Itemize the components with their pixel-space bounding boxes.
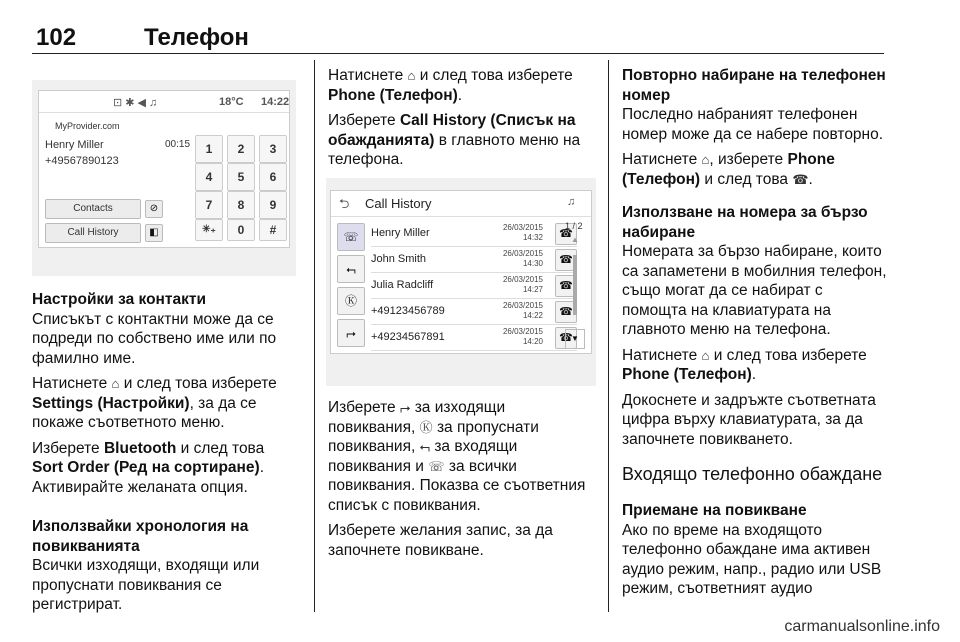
home-icon: ⌂ <box>111 376 120 391</box>
key-5[interactable]: 5 <box>227 163 255 191</box>
column-divider <box>608 60 609 612</box>
contact-number: +49567890123 <box>45 155 119 167</box>
page-number: 102 <box>36 24 77 51</box>
call-icon[interactable]: ☎ <box>555 301 577 323</box>
call-history-screen <box>330 190 592 354</box>
paragraph: Натиснете ⌂ и след това изберете Phone (Телефон). <box>328 67 573 104</box>
key-6[interactable]: 6 <box>259 163 287 191</box>
paragraph: Последно набраният телефонен номер може да се набере повторно. <box>622 106 884 143</box>
outgoing-call-icon: ⮣ <box>399 400 411 415</box>
screen-title: Call History <box>365 196 432 211</box>
column-2-top <box>328 66 596 176</box>
clock: 14:22 <box>261 96 290 108</box>
figure-phone-screen <box>32 80 296 276</box>
paragraph: Изберете Bluetooth и след това Sort Order (Ред на сортиране). Активирайте желаната опция. <box>32 439 265 496</box>
paragraph: Изберете Call History (Списък на обажданията) в главното меню на телефона. <box>328 112 581 168</box>
missed-call-icon: Ⓚ <box>419 419 433 435</box>
incoming-call-icon: ⮢ <box>419 439 431 454</box>
column-2-bottom <box>328 398 596 566</box>
call-icon[interactable]: ☎ <box>555 327 577 349</box>
call-duration: 00:15 <box>165 139 191 150</box>
heading-speed-dial: Използване на номера за бързо набиране <box>622 204 868 241</box>
handsfree-icon[interactable]: ◧ <box>145 224 163 242</box>
paragraph: Всички изходящи, входящи или пропуснати повиквания се регистрират. <box>32 557 260 613</box>
column-1 <box>32 290 298 621</box>
scroll-down-button[interactable]: ▼ <box>565 329 585 349</box>
key-star[interactable]: ✳₊ <box>195 219 223 241</box>
filter-all-calls[interactable]: ☏ <box>337 223 365 251</box>
key-4[interactable]: 4 <box>195 163 223 191</box>
list-item[interactable]: +49234567891 26/03/2015 14:20 ☎ <box>371 325 577 351</box>
list-item[interactable]: Henry Miller 26/03/2015 14:32 ☎ <box>371 221 577 247</box>
back-icon[interactable]: ⮌ <box>339 196 350 211</box>
page-title: Телефон <box>144 24 249 51</box>
title-bar <box>331 191 591 217</box>
heading-redial: Повторно набиране на телефонен номер <box>622 67 886 104</box>
phone-icon: ☎ <box>792 171 809 187</box>
contacts-button[interactable]: Contacts <box>45 199 141 219</box>
watermark: carmanualsonline.info <box>784 618 940 635</box>
key-7[interactable]: 7 <box>195 191 223 219</box>
figure-call-history <box>326 178 596 386</box>
status-bar <box>39 91 289 113</box>
paragraph: Изберете ⮣ за изходящи повиквания, Ⓚ за пропуснати повиквания, ⮢ за входящи повиквания и ☏ за всички повиквания. Показва се съответния списък с повиквания. <box>328 399 586 514</box>
paragraph: Докоснете и задръжте съответната цифра върху клавиатурата, за да започнете повикването. <box>622 391 876 448</box>
heading-incoming-call: Входящо телефонно обаждане <box>622 464 883 484</box>
scrollbar[interactable] <box>573 255 577 315</box>
paragraph: Натиснете ⌂ и след това изберете Phone (Телефон). <box>622 346 867 383</box>
paragraph: Ако по време на входящото телефонно обаждане има активен аудио режим, напр., радио или USB режим, съответният аудио <box>622 521 882 597</box>
column-3 <box>622 66 890 605</box>
heading-call-history: Използвайки хронология на повикванията <box>32 518 249 555</box>
music-icon[interactable]: ♫ <box>567 196 576 208</box>
paragraph: Списъкът с контактни може да се подреди по собствено име или по фамилно име. <box>32 310 277 367</box>
list-item[interactable]: +49123456789 26/03/2015 14:22 ☎ <box>371 299 577 325</box>
home-icon: ⌂ <box>701 152 710 167</box>
filter-outgoing[interactable]: ⮣ <box>337 319 365 347</box>
filter-missed[interactable]: Ⓚ <box>337 287 365 315</box>
paragraph: Номерата за бързо набиране, които са запаметени в мобилния телефон, също могат да се набират с помощта на клавиатурата на главното меню на телефона. <box>622 243 887 338</box>
heading-accept-call: Приемане на повикване <box>622 502 807 519</box>
list-item[interactable]: Julia Radcliff 26/03/2015 14:27 ☎ <box>371 273 577 299</box>
all-calls-icon: ☏ <box>428 458 445 474</box>
paragraph: Изберете желания запис, за да започнете повикване. <box>328 522 553 559</box>
temperature: 18°C <box>219 96 244 108</box>
key-0[interactable]: 0 <box>227 219 255 241</box>
key-hash[interactable]: # <box>259 219 287 241</box>
call-history-button[interactable]: Call History <box>45 223 141 243</box>
provider-label: MyProvider.com <box>55 121 120 131</box>
key-8[interactable]: 8 <box>227 191 255 219</box>
mute-mic-icon[interactable]: ⊘ <box>145 200 163 218</box>
status-icons: ⊡ ✱ ◀ ♫ <box>113 97 158 109</box>
key-3[interactable]: 3 <box>259 135 287 163</box>
home-icon: ⌂ <box>701 347 710 363</box>
contact-name: Henry Miller <box>45 139 104 151</box>
call-icon[interactable]: ☎ <box>555 275 577 297</box>
call-icon[interactable]: ☎ <box>555 223 577 245</box>
home-icon: ⌂ <box>407 68 416 83</box>
key-2[interactable]: 2 <box>227 135 255 163</box>
key-1[interactable]: 1 <box>195 135 223 163</box>
paragraph: Натиснете ⌂ и след това изберете Settings (Настройки), за да се покаже съответното меню. <box>32 375 277 431</box>
column-divider <box>314 60 315 612</box>
heading-contacts-settings: Настройки за контакти <box>32 291 206 308</box>
list-item[interactable]: John Smith 26/03/2015 14:30 ☎ <box>371 247 577 273</box>
filter-incoming[interactable]: ⮢ <box>337 255 365 283</box>
paragraph: Натиснете ⌂, изберете Phone (Телефон) и след това ☎. <box>622 151 835 188</box>
scroll-up-button[interactable]: ▲ <box>571 235 579 244</box>
call-icon[interactable]: ☎ <box>555 249 577 271</box>
page-indicator: 1 / 2 <box>565 221 583 231</box>
key-9[interactable]: 9 <box>259 191 287 219</box>
phone-main-screen <box>38 90 290 248</box>
page-header <box>32 18 884 54</box>
